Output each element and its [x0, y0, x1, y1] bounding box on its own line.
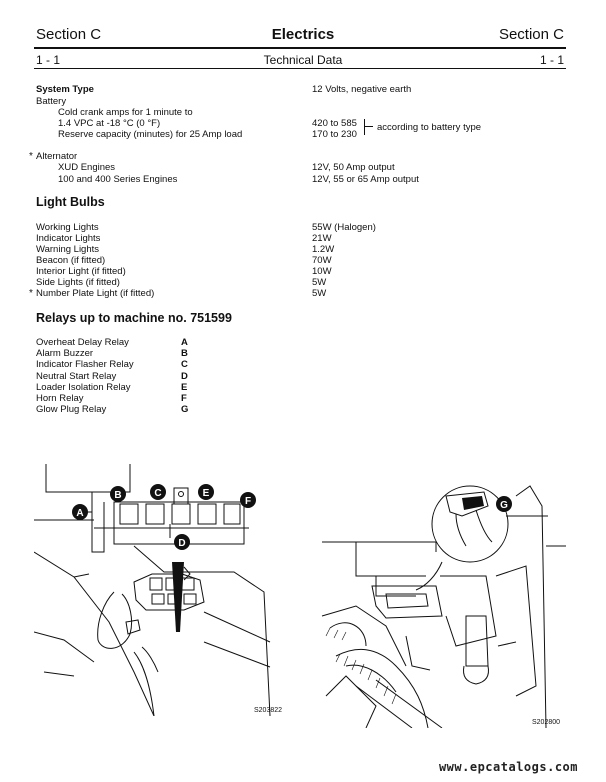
callout-e: E [202, 488, 210, 499]
callout-a: A [76, 508, 84, 519]
bulb-label: Interior Light (if fitted) [36, 266, 126, 277]
figure-id-right: S202800 [532, 719, 561, 726]
bulb-wattage: 10W [312, 266, 332, 277]
relay-label: Alarm Buzzer [36, 348, 94, 360]
callout-g: G [500, 500, 508, 511]
bulb-label: Side Lights (if fitted) [36, 277, 120, 288]
battery-bracket-tick [364, 126, 373, 127]
bulb-wattage: 5W [312, 288, 327, 299]
callout-b: B [114, 490, 122, 501]
reserve-capacity-label: Reserve capacity (minutes) for 25 Amp load [58, 129, 243, 140]
cold-crank-line-1: Cold crank amps for 1 minute to [58, 107, 193, 118]
relay-code: E [181, 381, 188, 393]
bulb-label: Warning Lights [36, 244, 100, 255]
bulb-label: Number Plate Light (if fitted) [36, 288, 155, 299]
bulb-wattage: 21W [312, 233, 332, 244]
bulb-wattage: 55W (Halogen) [312, 222, 376, 233]
relay-code: G [181, 404, 189, 416]
relay-code: B [181, 348, 188, 360]
relay-label: Loader Isolation Relay [36, 381, 131, 393]
callout-d: D [178, 538, 186, 549]
header-rule [34, 47, 566, 49]
light-bulbs-heading: Light Bulbs [36, 195, 105, 209]
figure-id-left: S203822 [254, 707, 283, 714]
bulb-label: Beacon (if fitted) [36, 255, 106, 266]
engine-bay-illustration [316, 466, 566, 728]
subheader-rule [34, 68, 566, 69]
bulb-wattage: 5W [312, 277, 327, 288]
relay-label: Neutral Start Relay [36, 370, 117, 382]
callout-c: C [154, 488, 162, 499]
battery-label: Battery [36, 96, 67, 107]
page-title: Electrics [271, 26, 335, 43]
system-type-label: System Type [36, 84, 94, 95]
bulb-wattage: 1.2W [312, 244, 335, 255]
section-label-left: Section C [36, 26, 102, 43]
xud-engines-label: XUD Engines [58, 162, 116, 173]
relay-code: F [181, 393, 187, 404]
number-plate-asterisk: * [29, 288, 33, 299]
system-type-value: 12 Volts, negative earth [312, 84, 412, 95]
callout-f: F [244, 496, 252, 507]
bulb-wattage: 70W [312, 255, 332, 266]
relay-label: Indicator Flasher Relay [36, 359, 134, 371]
relay-label: Overheat Delay Relay [36, 337, 129, 348]
series-engines-label: 100 and 400 Series Engines [58, 174, 178, 185]
bulb-label: Indicator Lights [36, 233, 101, 244]
relay-code: A [181, 337, 188, 348]
page-number-left: 1 - 1 [36, 53, 61, 67]
battery-bracket [364, 119, 371, 135]
battery-note: according to battery type [377, 122, 482, 133]
page-subtitle: Technical Data [263, 53, 343, 67]
relay-code: D [181, 370, 188, 382]
alternator-label: Alternator [36, 151, 78, 162]
footer-watermark: www.epcatalogs.com [438, 760, 578, 774]
relay-panel-illustration [34, 462, 296, 716]
series-engines-value: 12V, 55 or 65 Amp output [312, 174, 419, 185]
relay-label: Horn Relay [36, 393, 84, 404]
cold-crank-line-2: 1.4 VPC at -18 °C (0 °F) [58, 118, 161, 129]
bulb-label: Working Lights [36, 222, 99, 233]
relay-label: Glow Plug Relay [36, 404, 107, 416]
reserve-capacity-value: 170 to 230 [312, 129, 357, 140]
xud-engines-value: 12V, 50 Amp output [312, 162, 395, 173]
relay-code: C [181, 359, 188, 371]
relays-heading: Relays up to machine no. 751599 [36, 311, 232, 325]
section-label-right: Section C [498, 26, 564, 43]
alternator-asterisk: * [29, 151, 33, 162]
cold-crank-value: 420 to 585 [312, 118, 357, 129]
page-number-right: 1 - 1 [539, 53, 564, 67]
